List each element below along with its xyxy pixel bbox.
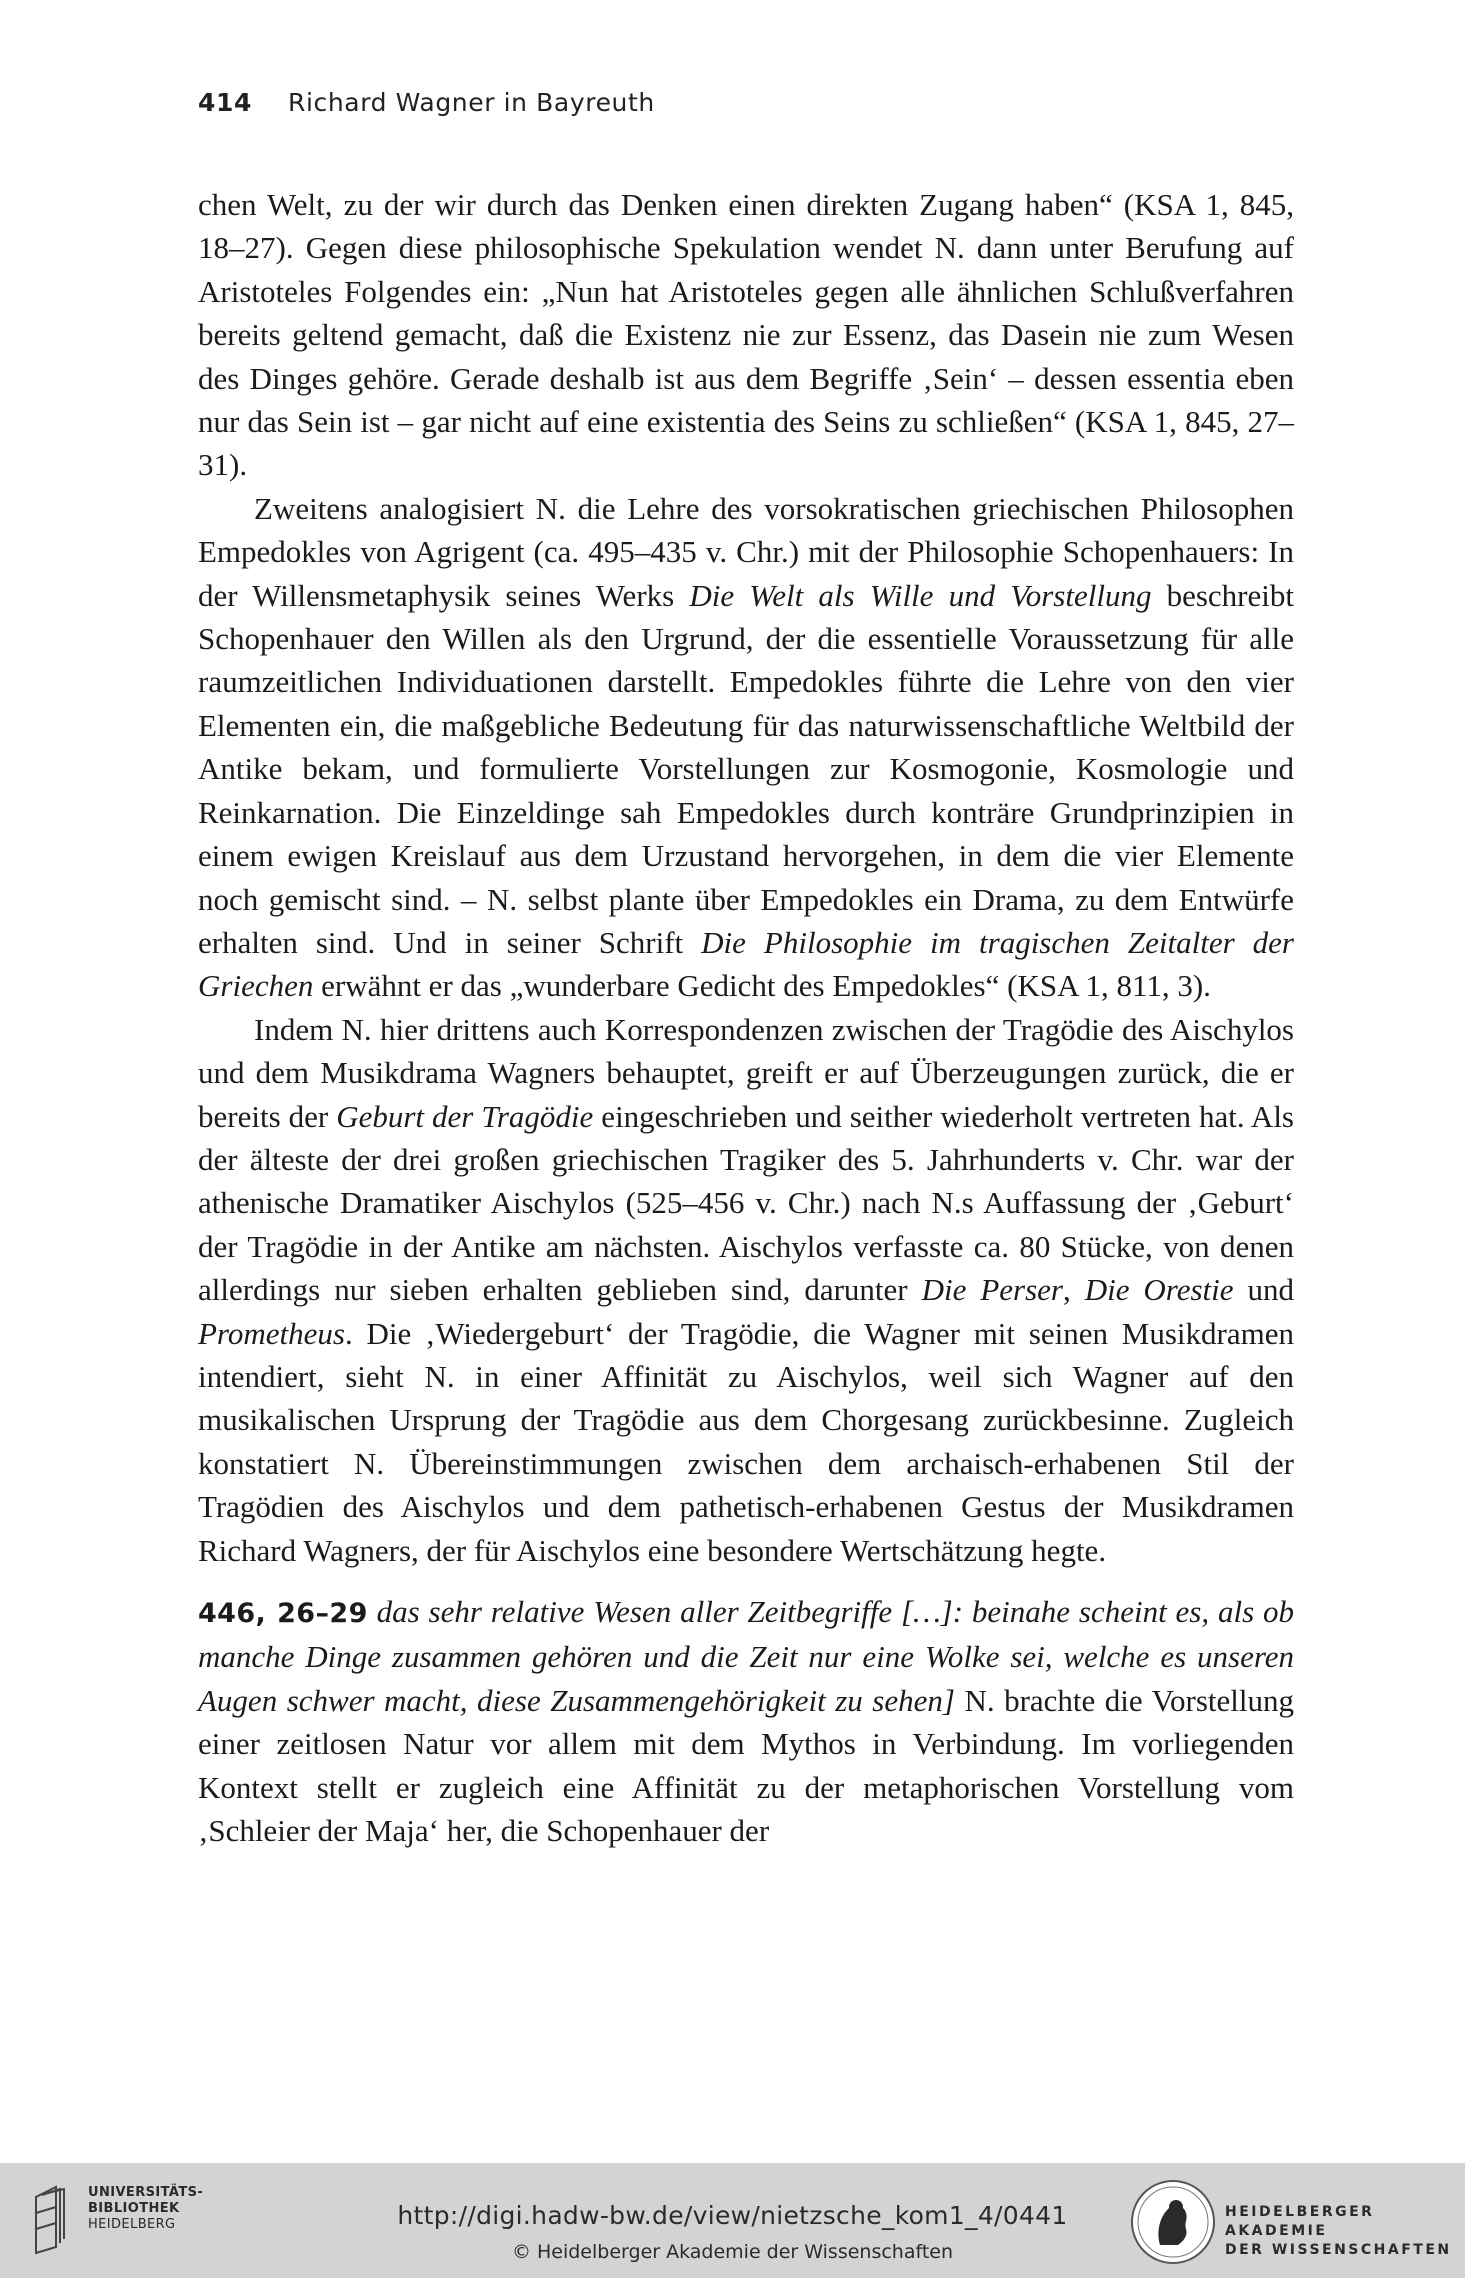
page-number: 414: [198, 88, 252, 117]
paragraph-1: chen Welt, zu der wir durch das Denken einen direkten Zugang haben“ (KSA 1, 845, 18–27). Gegen diese philosophische Spekulation wendet N. dann unter Berufung auf Aristoteles Folgendes ein: „Nun hat Aristoteles gegen alle ähnlichen Schlußverfahren bereits geltend gemacht, daß die Existenz nie zur Essenz, das Dasein nie zum Wesen des Dinges gehöre. Gerade deshalb ist aus dem Begriffe ‚Sein‘ – dessen essentia eben nur das Sein ist – gar nicht auf eine existentia des Seins zu schließen“ (KSA 1, 845, 27–31).: [198, 187, 1294, 483]
academy-name: HEIDELBERGER AKADEMIE DER WISSENSCHAFTEN: [1225, 2204, 1452, 2258]
running-title: Richard Wagner in Bayreuth: [288, 88, 655, 117]
commentary-entry: 446, 26–29 das sehr relative Wesen aller Zeitbegriffe […]: beinahe scheint es, als ob manche Dinge zusammen gehören und die Zeit nur eine Wolke sei, welche es unseren Augen schwer macht, diese Zusammengehörigkeit zu sehen] N. brachte die Vorstellung einer zeitlosen Natur vor allem mit dem Mythos in Verbindung. Im vorliegenden Kontext stellt er zugleich eine Affinität zu der metaphorischen Vorstellung vom ‚Schleier der Maja‘ her, die Schopenhauer der: [198, 1594, 1294, 1849]
running-head: [198, 88, 655, 117]
work-title: Prometheus: [198, 1315, 345, 1351]
work-title: Die Philosophie im tragischen Zeitalter der Griechen: [198, 924, 1294, 1004]
footer-url-link[interactable]: http://digi.hadw-bw.de/view/nietzsche_kom1_4/0441: [397, 2201, 1068, 2230]
academy-seal-icon: [1130, 2179, 1216, 2265]
paragraph-3: Indem N. hier drittens auch Korrespondenzen zwischen der Tragödie des Aischylos und dem Musikdrama Wagners behauptet, greift er auf Überzeugungen zurück, die er bereits der Geburt der Tragödie eingeschrieben und seither wiederholt vertreten hat. Als der älteste der drei großen griechischen Tragiker des 5. Jahrhunderts v. Chr. war der athenische Dramatiker Aischylos (525–456 v. Chr.) nach N.s Auffassung der ‚Geburt‘ der Tragödie in der Antike am nächsten. Aischylos verfasste ca. 80 Stücke, von denen allerdings nur sieben erhalten geblieben sind, darunter Die Perser, Die Orestie und Prometheus. Die ‚Wiedergeburt‘ der Tragödie, die Wagner mit seinen Musikdramen intendiert, sieht N. in einer Affinität zu Aischylos, weil sich Wagner auf den musikalischen Ursprung der Tragödie aus dem Chorgesang zurückbesinne. Zugleich konstatiert N. Übereinstimmungen zwischen dem archaisch-erhabenen Stil der Tragödien des Aischylos und dem pathetisch-erhabenen Gestus der Musikdramen Richard Wagners, der für Aischylos eine besondere Wertschätzung hegte.: [198, 1011, 1294, 1568]
paragraph-2: Zweitens analogisiert N. die Lehre des vorsokratischen griechischen Philosophen Empedokles von Agrigent (ca. 495–435 v. Chr.) mit der Philosophie Schopenhauers: In der Willensmetaphysik seines Werks Die Welt als Wille und Vorstellung beschreibt Schopenhauer den Willen als den Urgrund, der die essentielle Voraussetzung für alle raumzeitlichen Individuationen darstellt. Empedokles führte die Lehre von den vier Elementen ein, die maßgebliche Bedeutung für das naturwissenschaftliche Weltbild der Antike bekam, und formulierte Vorstellungen zur Kosmogonie, Kosmologie und Reinkarnation. Die Einzeldinge sah Empedokles durch konträre Grundprinzipien in einem ewigen Kreislauf aus dem Urzustand hervorgehen, in dem die vier Elemente noch gemischt sind. – N. selbst plante über Empedokles ein Drama, zu dem Entwürfe erhalten sind. Und in seiner Schrift Die Philosophie im tragischen Zeitalter der Griechen erwähnt er das „wunderbare Gedicht des Empedokles“ (KSA 1, 811, 3).: [198, 490, 1294, 1004]
main-text: [198, 183, 1294, 1852]
lemma-quote: das sehr relative Wesen aller Zeitbegriffe […]: beinahe scheint es, als ob manche Dinge zusammen gehören und die Zeit nur eine Wolke sei, welche es unseren Augen schwer macht, diese Zusammengehörigkeit zu sehen]: [198, 1594, 1294, 1718]
footer-bar: [0, 2163, 1465, 2278]
work-title: Die Orestie: [1084, 1272, 1234, 1308]
library-name: UNIVERSITÄTS- BIBLIOTHEK HEIDELBERG: [88, 2185, 204, 2232]
work-title: Die Perser: [921, 1272, 1063, 1308]
lemma-reference: 446, 26–29: [198, 1598, 368, 1629]
footer-copyright: © Heidelberger Akademie der Wissenschaften: [511, 2241, 954, 2263]
work-title: Die Welt als Wille und Vorstellung: [689, 577, 1152, 613]
work-title: Geburt der Tragödie: [336, 1098, 594, 1134]
